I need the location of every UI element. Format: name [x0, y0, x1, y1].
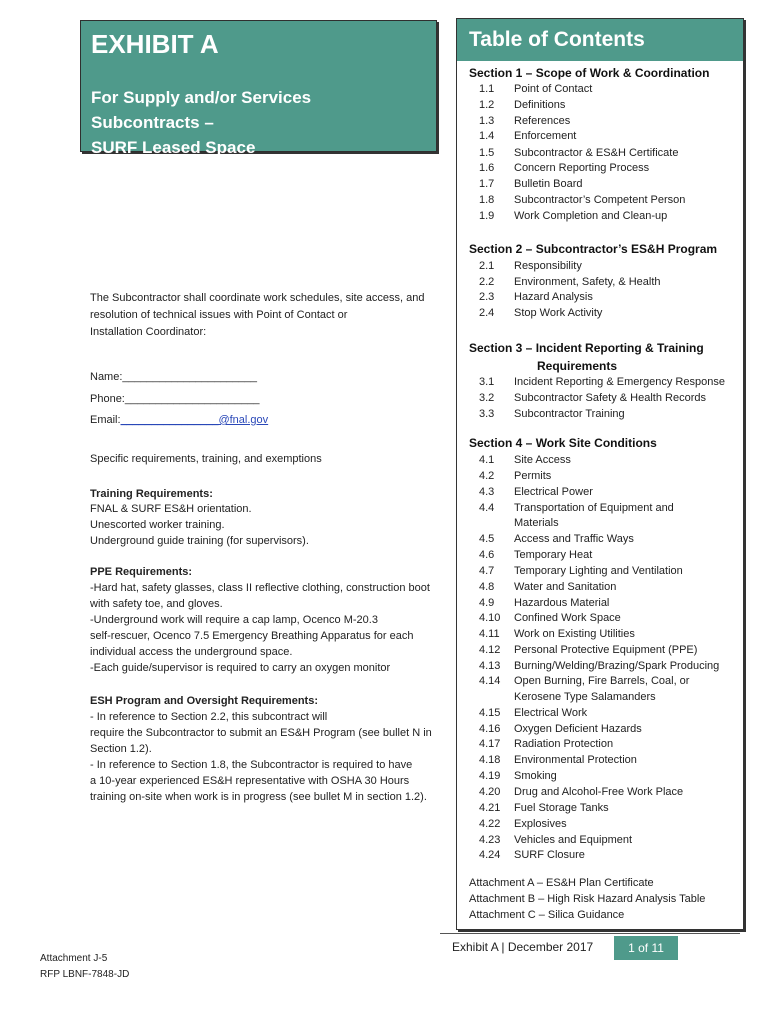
- toc-item-label[interactable]: Radiation Protection: [514, 738, 614, 750]
- exhibit-subtitle-line: For Supply and/or Services: [91, 88, 312, 107]
- toc-item-number: 4.4: [479, 502, 495, 514]
- toc-attachment[interactable]: Attachment C – Silica Guidance: [469, 909, 625, 921]
- toc-item-number: 4.18: [479, 754, 501, 766]
- toc-item-label[interactable]: Work on Existing Utilities: [514, 628, 635, 640]
- toc-header: [457, 19, 743, 61]
- toc-item-number: 4.13: [479, 660, 501, 672]
- toc-item-number: 4.5: [479, 533, 495, 545]
- training-heading: Training Requirements:: [90, 488, 213, 500]
- toc-item-label[interactable]: Explosives: [514, 818, 567, 830]
- specific-requirements-text: Specific requirements, training, and exemptions: [90, 453, 322, 465]
- toc-item-number: 4.24: [479, 849, 501, 861]
- training-line: Unescorted worker training.: [90, 519, 225, 531]
- ppe-line: with safety toe, and gloves.: [90, 598, 223, 610]
- toc-item-number: 2.1: [479, 260, 495, 272]
- toc-item-label[interactable]: Site Access: [514, 454, 571, 466]
- esh-line: a 10-year experienced ES&H representative with OSHA 30 Hours: [90, 775, 410, 787]
- toc-item-label[interactable]: Hazardous Material: [514, 597, 610, 609]
- toc-item-label[interactable]: Drug and Alcohol-Free Work Place: [514, 786, 684, 798]
- exhibit-subtitle-line: SURF Leased Space: [91, 138, 256, 157]
- toc-item-number: 4.8: [479, 581, 495, 593]
- toc-item-number: 4.11: [479, 628, 500, 640]
- phone-field[interactable]: Phone:______________________: [90, 393, 260, 405]
- toc-item-number: 2.4: [479, 307, 495, 319]
- toc-item-number: 1.5: [479, 147, 495, 159]
- toc-item-number: 1.9: [479, 210, 495, 222]
- rfp-label: RFP LBNF-7848-JD: [40, 969, 130, 980]
- toc-item-number: 3.1: [479, 376, 495, 388]
- toc-item-label[interactable]: Burning/Welding/Brazing/Spark Producing: [514, 660, 720, 672]
- table-of-contents: [456, 18, 744, 930]
- toc-item-label[interactable]: Subcontractor Training: [514, 408, 625, 420]
- page-number-badge: 1 of 11: [614, 936, 678, 960]
- footer-exhibit-date: Exhibit A | December 2017: [452, 940, 594, 954]
- ppe-line: self-rescuer, Ocenco 7.5 Emergency Breathing Apparatus for each: [90, 630, 414, 642]
- toc-item-number: 3.3: [479, 408, 495, 420]
- toc-item-number: 4.1: [479, 454, 495, 466]
- toc-item-label[interactable]: Temporary Lighting and Ventilation: [514, 565, 683, 577]
- toc-item-label[interactable]: Incident Reporting & Emergency Response: [514, 376, 725, 388]
- esh-line: training on-site when work is in progress (see bullet M in section 1.2).: [90, 791, 427, 803]
- toc-item-number: 4.10: [479, 612, 501, 624]
- toc-item-label[interactable]: Access and Traffic Ways: [514, 533, 634, 545]
- paragraph-line: resolution of technical issues with Point of Contact or: [90, 309, 348, 321]
- toc-item-number: 4.14: [479, 675, 501, 687]
- esh-line: Section 1.2).: [90, 743, 152, 755]
- toc-item-label[interactable]: Bulletin Board: [514, 178, 583, 190]
- email-link[interactable]: ________________@fnal.gov: [120, 414, 269, 426]
- toc-item-number: 1.2: [479, 99, 495, 111]
- toc-title: Table of Contents: [469, 28, 645, 51]
- toc-item-number: 1.4: [479, 130, 495, 142]
- ppe-heading: PPE Requirements:: [90, 566, 193, 578]
- toc-item-number: 1.7: [479, 178, 495, 190]
- toc-item-label[interactable]: Work Completion and Clean-up: [514, 210, 668, 222]
- toc-item-label[interactable]: Subcontractor Safety & Health Records: [514, 392, 706, 404]
- esh-line: - In reference to Section 2.2, this subcontract will: [90, 711, 328, 723]
- exhibit-title: EXHIBIT A: [91, 29, 219, 59]
- toc-item-label[interactable]: SURF Closure: [514, 849, 585, 861]
- exhibit-subtitle-line: Subcontracts –: [91, 113, 214, 132]
- toc-item-number: 4.6: [479, 549, 495, 561]
- toc-item-label[interactable]: Vehicles and Equipment: [514, 834, 633, 846]
- toc-item-number: 1.6: [479, 162, 495, 174]
- toc-item-number: 4.20: [479, 786, 501, 798]
- toc-item-label[interactable]: Environmental Protection: [514, 754, 637, 766]
- toc-item-number: 1.3: [479, 115, 495, 127]
- toc-item-label[interactable]: Smoking: [514, 770, 557, 782]
- toc-item-number: 2.3: [479, 291, 495, 303]
- toc-item-label[interactable]: Fuel Storage Tanks: [514, 802, 609, 814]
- toc-item-label[interactable]: Oxygen Deficient Hazards: [514, 723, 642, 735]
- toc-item-label[interactable]: Environment, Safety, & Health: [514, 276, 661, 288]
- toc-item-label[interactable]: Hazard Analysis: [514, 291, 593, 303]
- toc-item-label[interactable]: Stop Work Activity: [514, 307, 603, 319]
- toc-item-number: 4.23: [479, 834, 501, 846]
- ppe-line: -Underground work will require a cap lamp, Ocenco M-20.3: [90, 614, 378, 626]
- toc-attachment[interactable]: Attachment A – ES&H Plan Certificate: [469, 877, 654, 889]
- toc-item-label[interactable]: Electrical Work: [514, 707, 588, 719]
- toc-item-number: 2.2: [479, 276, 495, 288]
- toc-section-3-title[interactable]: Section 3 – Incident Reporting & Training: [469, 341, 704, 355]
- toc-item-label[interactable]: Subcontractor’s Competent Person: [514, 194, 686, 206]
- footer-divider: [440, 933, 740, 934]
- email-field[interactable]: [90, 414, 268, 426]
- toc-section-4-title[interactable]: Section 4 – Work Site Conditions: [469, 436, 657, 450]
- toc-item-number: 4.2: [479, 470, 495, 482]
- toc-section-3-title-cont[interactable]: Requirements: [537, 359, 618, 373]
- toc-item-label[interactable]: Electrical Power: [514, 486, 593, 498]
- toc-attachment[interactable]: Attachment B – High Risk Hazard Analysis Table: [469, 893, 706, 905]
- ppe-line: -Hard hat, safety glasses, class II reflective clothing, construction boot: [90, 582, 430, 594]
- toc-item-label[interactable]: Confined Work Space: [514, 612, 621, 624]
- toc-item-label-cont[interactable]: Materials: [514, 517, 559, 529]
- toc-section-1-title[interactable]: Section 1 – Scope of Work & Coordination: [469, 66, 710, 80]
- toc-item-label[interactable]: Concern Reporting Process: [514, 162, 650, 174]
- exhibit-title-box: [80, 20, 437, 157]
- training-line: FNAL & SURF ES&H orientation.: [90, 503, 252, 515]
- name-field[interactable]: Name:______________________: [90, 371, 257, 383]
- esh-line: require the Subcontractor to submit an ES&H Program (see bullet N in: [90, 727, 432, 739]
- toc-item-number: 4.21: [479, 802, 501, 814]
- toc-item-number: 4.22: [479, 818, 501, 830]
- toc-item-number: 4.17: [479, 738, 501, 750]
- toc-item-label[interactable]: Personal Protective Equipment (PPE): [514, 644, 698, 656]
- toc-item-label[interactable]: Point of Contact: [514, 83, 593, 95]
- ppe-line: individual access the underground space.: [90, 646, 293, 658]
- toc-item-label-cont[interactable]: Kerosene Type Salamanders: [514, 691, 656, 703]
- ppe-line: -Each guide/supervisor is required to carry an oxygen monitor: [90, 662, 391, 674]
- toc-item-label[interactable]: Subcontractor & ES&H Certificate: [514, 147, 679, 159]
- toc-item-number: 4.9: [479, 597, 495, 609]
- esh-line: - In reference to Section 1.8, the Subcontractor is required to have: [90, 759, 413, 771]
- toc-item-label[interactable]: Open Burning, Fire Barrels, Coal, or: [514, 675, 690, 687]
- toc-item-label[interactable]: Water and Sanitation: [514, 581, 617, 593]
- toc-item-number: 4.12: [479, 644, 501, 656]
- training-line: Underground guide training (for supervisors).: [90, 535, 309, 547]
- toc-item-number: 1.8: [479, 194, 495, 206]
- toc-item-label[interactable]: Permits: [514, 470, 552, 482]
- toc-item-label[interactable]: References: [514, 115, 571, 127]
- toc-item-number: 4.7: [479, 565, 495, 577]
- attachment-label: Attachment J-5: [40, 953, 108, 964]
- toc-item-label[interactable]: Responsibility: [514, 260, 582, 272]
- toc-item-number: 4.19: [479, 770, 501, 782]
- toc-item-label[interactable]: Definitions: [514, 99, 566, 111]
- paragraph-line: The Subcontractor shall coordinate work schedules, site access, and: [90, 292, 425, 304]
- toc-item-label[interactable]: Temporary Heat: [514, 549, 593, 561]
- toc-item-number: 3.2: [479, 392, 495, 404]
- email-label: Email:: [90, 414, 121, 426]
- esh-heading: ESH Program and Oversight Requirements:: [90, 695, 318, 707]
- paragraph-line: Installation Coordinator:: [90, 326, 207, 338]
- toc-item-label[interactable]: Transportation of Equipment and: [514, 502, 674, 514]
- toc-item-number: 4.15: [479, 707, 501, 719]
- toc-item-number: 4.3: [479, 486, 495, 498]
- toc-item-number: 1.1: [479, 83, 495, 95]
- toc-item-number: 4.16: [479, 723, 501, 735]
- toc-item-label[interactable]: Enforcement: [514, 130, 577, 142]
- toc-section-2-title[interactable]: Section 2 – Subcontractor’s ES&H Program: [469, 242, 718, 256]
- exhibit-subtitle: [91, 85, 311, 160]
